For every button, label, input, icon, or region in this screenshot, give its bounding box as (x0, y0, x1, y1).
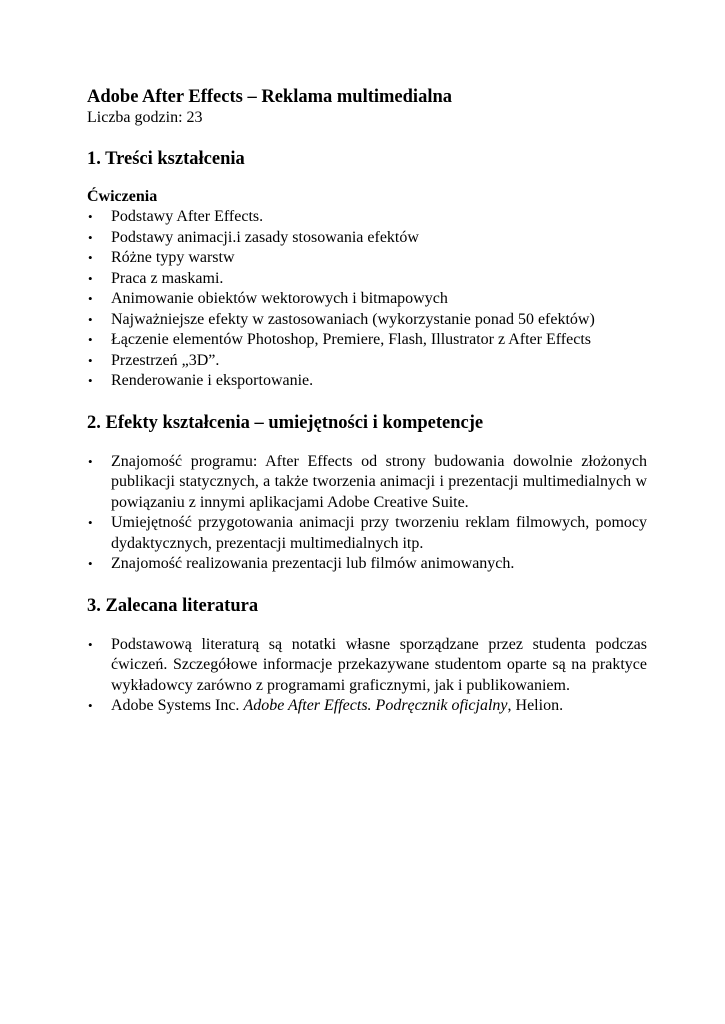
subheading-exercises: Ćwiczenia (87, 188, 158, 205)
literature-book-title: Adobe After Effects. Podręcznik oficjalny (243, 697, 508, 714)
hours-count: Liczba godzin: 23 (87, 109, 203, 126)
list-item: • Renderowanie i eksportowanie. (87, 371, 647, 392)
bullet-icon: • (88, 332, 93, 347)
literature-separator: , (507, 697, 512, 714)
bullet-icon: • (88, 352, 93, 368)
bullet-icon: • (88, 311, 93, 327)
exercises-list (87, 207, 647, 392)
bullet-icon: • (88, 698, 93, 713)
list-item: • Różne typy warstw (87, 248, 647, 269)
bullet-icon: • (88, 229, 93, 245)
bullet-icon: • (88, 291, 93, 306)
bullet-icon: • (88, 515, 93, 530)
list-item: • Najważniejsze efekty w zastosowaniach (wykorzystanie ponad 50 efektów) (87, 310, 647, 331)
bullet-icon: • (88, 373, 93, 388)
section-heading-literature: 3. Zalecana literatura (87, 595, 259, 616)
list-item: • Łączenie elementów Photoshop, Premiere, Flash, Illustrator z After Effects (87, 330, 647, 351)
literature-imprint: Helion. (515, 697, 564, 714)
bullet-icon: • (88, 270, 93, 286)
bullet-icon: • (88, 636, 93, 652)
list-item: • Znajomość realizowania prezentacji lub filmów animowanych. (87, 554, 647, 575)
list-item (87, 696, 647, 717)
bullet-icon: • (88, 250, 93, 265)
bullet-icon: • (88, 453, 93, 469)
outcomes-list (87, 452, 647, 575)
literature-list (87, 635, 647, 717)
list-item: • Przestrzeń „3D”. (87, 351, 647, 372)
section-heading-content: 1. Treści kształcenia (87, 149, 245, 169)
document-title: Adobe After Effects – Reklama multimedialna (87, 87, 452, 107)
list-item: • Podstawy animacji.i zasady stosowania efektów (87, 228, 647, 249)
list-item: • Znajomość programu: After Effects od strony budowania dowolnie złożonych publikacji statycznych, a także tworzenia animacji i prezentacji multimedialnych w powiązaniu z innymi aplikacjami Adobe Creative Suite. (88, 452, 647, 511)
literature-publisher: Adobe Systems Inc. (111, 697, 240, 714)
list-item: • Animowanie obiektów wektorowych i bitmapowych (87, 289, 647, 310)
bullet-icon: • (88, 209, 93, 224)
list-item: • Podstawową literaturą są notatki własne sporządzane przez studenta podczas ćwiczeń. Szczegółowe informacje przekazywane studentom oparte są na praktyce wykładowcy zarówno z programami graficznymi, jak i publikowaniem. (88, 635, 647, 694)
list-item: • Podstawy After Effects. (87, 207, 647, 228)
list-item: • Umiejętność przygotowania animacji przy tworzeniu reklam filmowych, pomocy dydaktycznych, prezentacji multimedialnych itp. (88, 514, 647, 552)
list-item: • Praca z maskami. (87, 269, 647, 290)
bullet-icon: • (88, 556, 93, 571)
section-heading-outcomes: 2. Efekty kształcenia – umiejętności i kompetencje (87, 412, 484, 433)
document-page (87, 86, 647, 717)
